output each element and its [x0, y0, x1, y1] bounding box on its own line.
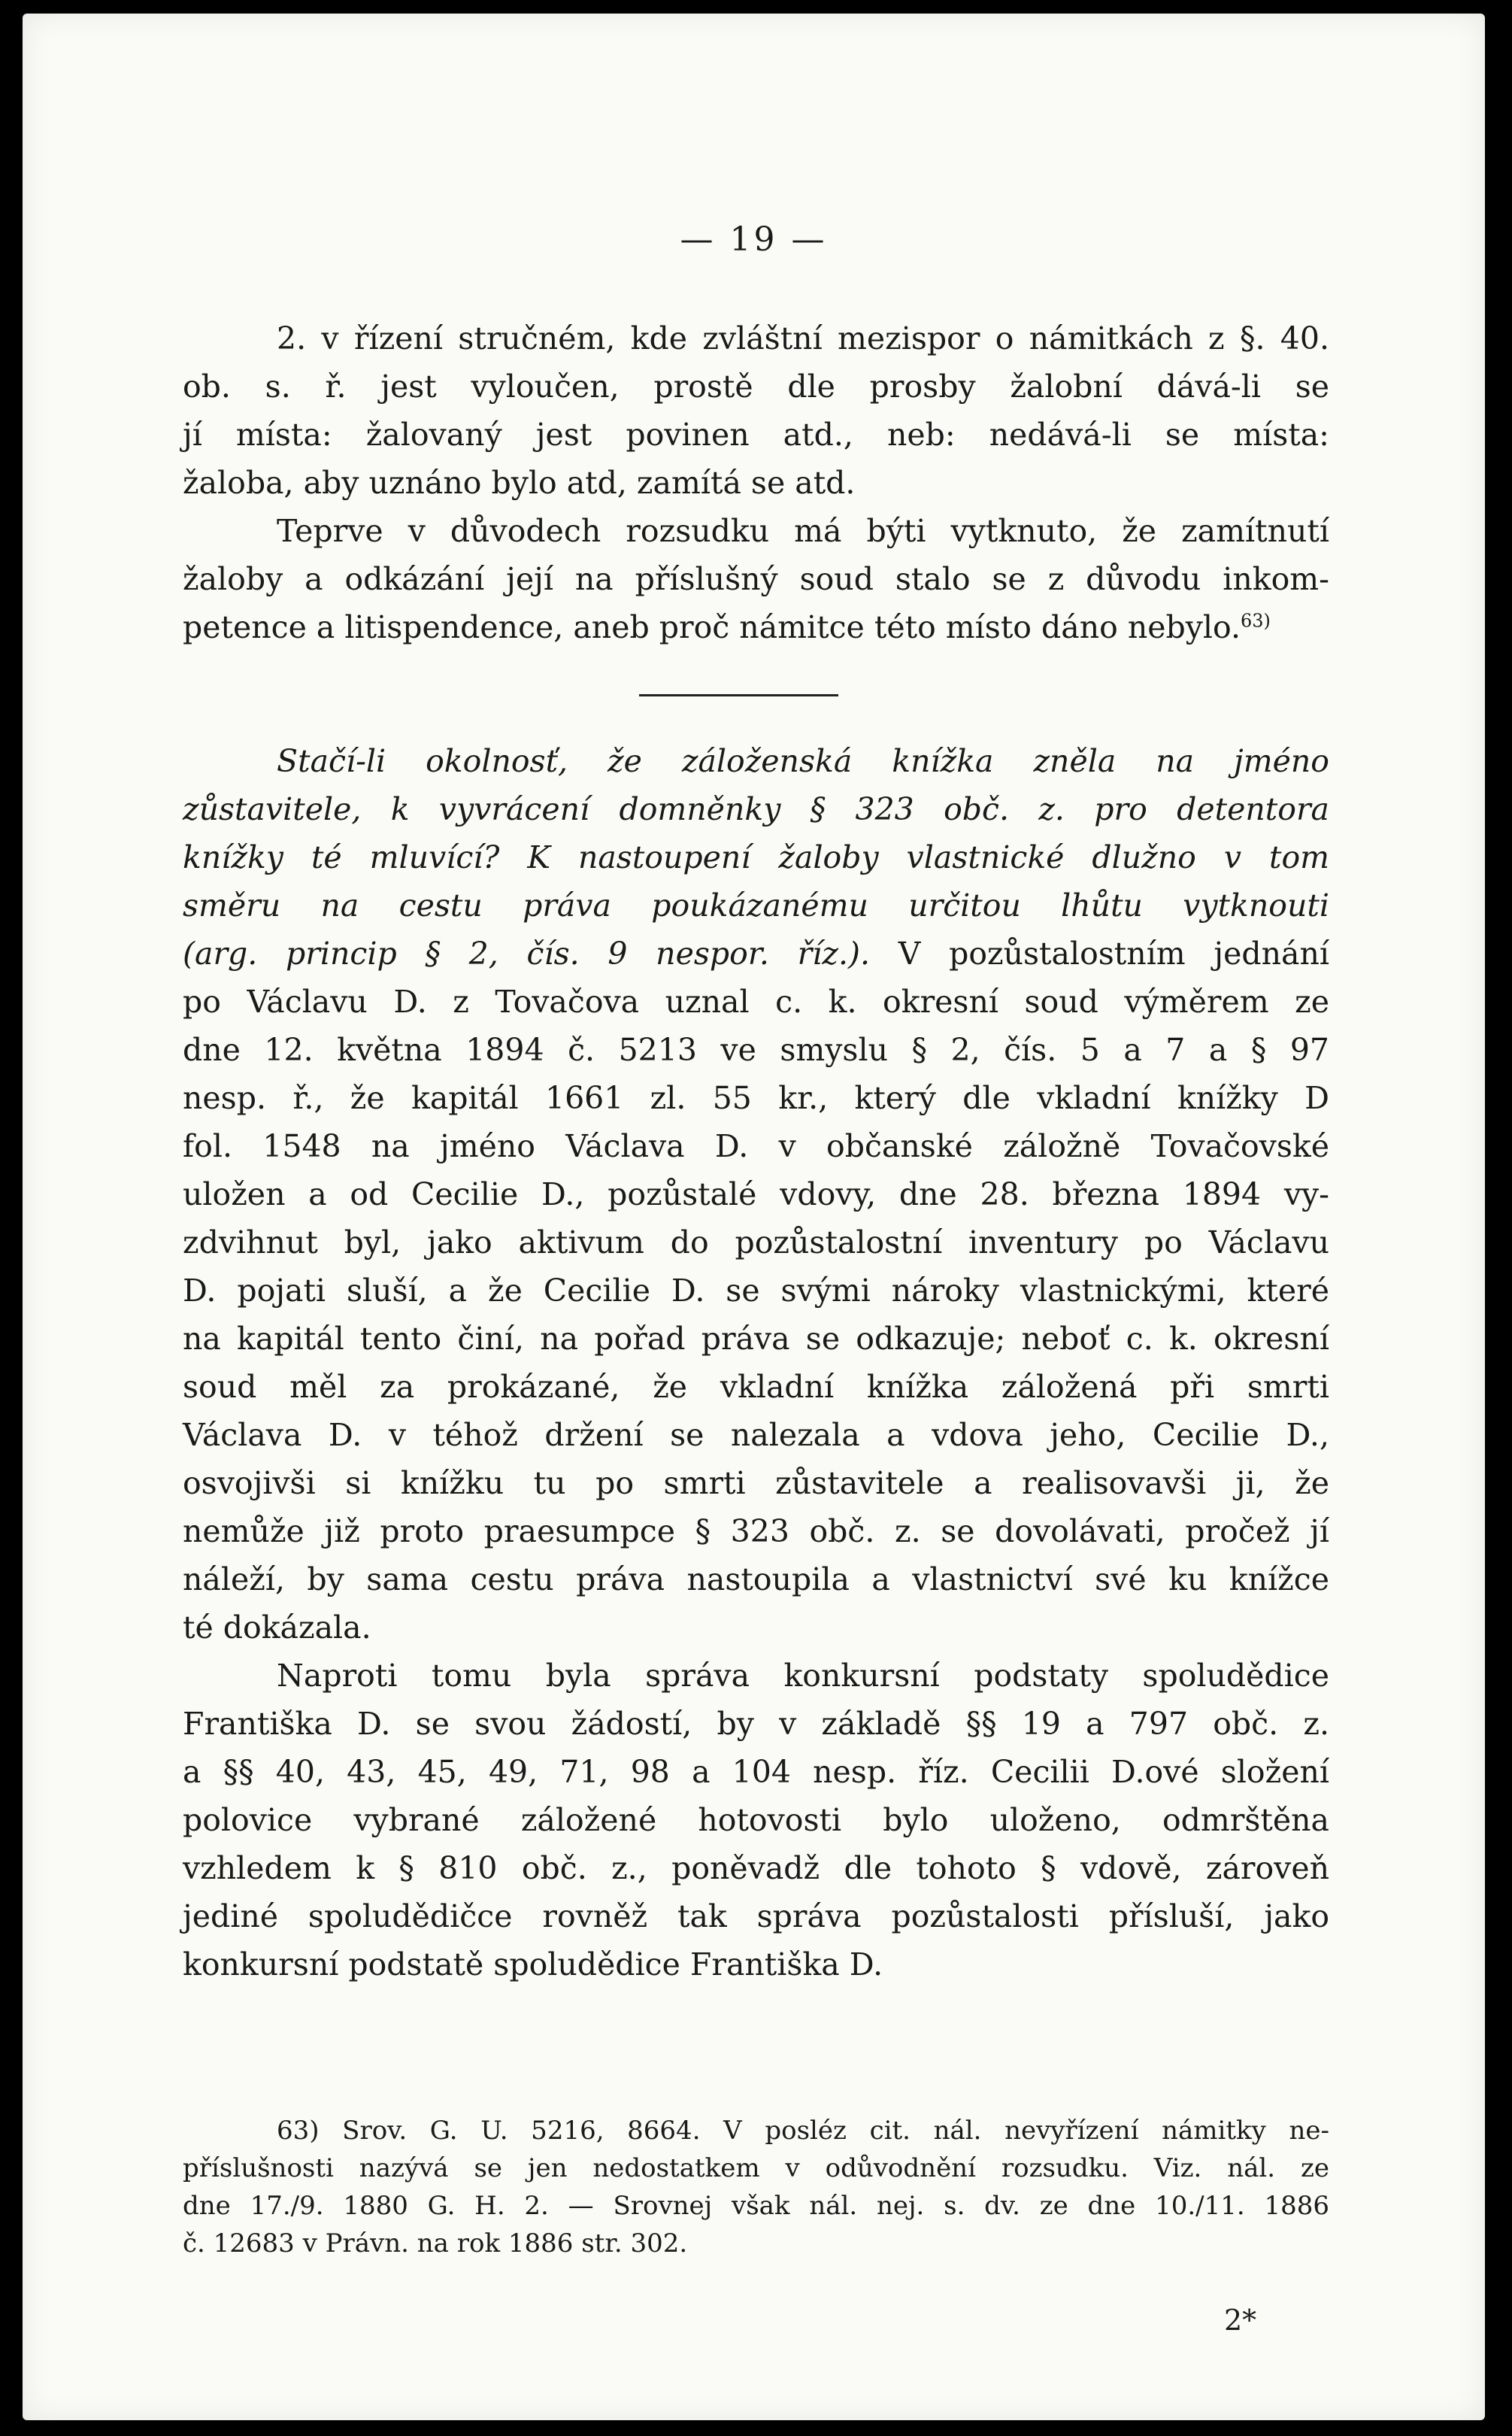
- text-line: a §§ 40, 43, 45, 49, 71, 98 a 104 nesp. říz. Cecilii D.ové složení: [183, 1754, 1329, 1790]
- citation-italic: (arg. princip § 2, čís. 9 nespor. říz.).: [183, 936, 871, 972]
- text-line: Františka D. se svou žádostí, by v základě §§ 19 a 797 obč. z.: [183, 1706, 1329, 1742]
- text-line: vzhledem k § 810 obč. z., poněvadž dle tohoto § vdově, zároveň: [183, 1850, 1329, 1886]
- footnote-line: dne 17./9. 1880 G. H. 2. — Srovnej však nál. nej. s. dv. ze dne 10./11. 1886: [183, 2191, 1329, 2221]
- text-line: ob. s. ř. jest vyloučen, prostě dle prosby žalobní dává-li se: [183, 369, 1329, 405]
- page-sheet: [23, 14, 1485, 2420]
- page-number: — 19 —: [680, 220, 828, 259]
- text-line: fol. 1548 na jméno Václava D. v občanské záložně Tovačovské: [183, 1128, 1329, 1164]
- text-line-content: V pozůstalostním jednání: [870, 936, 1329, 972]
- text-line-content: petence a litispendence, aneb proč námitce této místo dáno nebylo.: [183, 609, 1241, 645]
- text-line: polovice vybrané záložené hotovosti bylo uloženo, odmrštěna: [183, 1802, 1329, 1838]
- section-divider: [639, 694, 838, 696]
- text-line: Teprve v důvodech rozsudku má býti vytknuto, že zamítnutí: [277, 513, 1329, 549]
- text-line: [183, 603, 1329, 651]
- text-line: žaloby a odkázání její na příslušný soud stalo se z důvodu inkom-: [183, 561, 1329, 597]
- footnote-line: 63) Srov. G. U. 5216, 8664. V posléz cit. nál. nevyřízení námitky ne-: [277, 2116, 1329, 2146]
- case-question-line: Stačí-li okolnosť, že záloženská knížka zněla na jméno: [277, 743, 1329, 779]
- text-line: jí místa: žalovaný jest povinen atd., neb: nedává-li se místa:: [183, 417, 1329, 453]
- section-procedure: [183, 314, 1329, 651]
- text-line: jediné spoludědičce rovněž tak správa pozůstalosti přísluší, jako: [183, 1898, 1329, 1934]
- text-line: žaloba, aby uznáno bylo atd, zamítá se atd.: [183, 465, 856, 501]
- text-line: Václava D. v téhož držení se nalezala a vdova jeho, Cecilie D.,: [183, 1417, 1329, 1453]
- footnote-ref: 63): [1241, 610, 1271, 632]
- text-line: náleží, by sama cestu práva nastoupila a vlastnictví své ku knížce: [183, 1561, 1329, 1597]
- text-line: soud měl za prokázané, že vkladní knížka záložená při smrti: [183, 1369, 1329, 1405]
- text-line: po Václavu D. z Tovačova uznal c. k. okresní soud výměrem ze: [183, 984, 1329, 1020]
- text-line: zdvihnut byl, jako aktivum do pozůstalostní inventury po Václavu: [183, 1224, 1329, 1260]
- text-line: osvojivši si knížku tu po smrti zůstavitele a realisovavši ji, že: [183, 1465, 1329, 1501]
- text-line: nesp. ř., že kapitál 1661 zl. 55 kr., který dle vkladní knížky D: [183, 1080, 1329, 1116]
- text-line: uložen a od Cecilie D., pozůstalé vdovy, dne 28. března 1894 vy-: [183, 1176, 1329, 1212]
- text-line: konkursní podstatě spoludědice Františka D.: [183, 1946, 883, 1982]
- text-line: na kapitál tento činí, na pořad práva se odkazuje; neboť c. k. okresní: [183, 1321, 1329, 1357]
- text-line: D. pojati sluší, a že Cecilie D. se svými nároky vlastnickými, které: [183, 1273, 1329, 1309]
- case-question-line: knížky té mluvící? K nastoupení žaloby vlastnické dlužno v tom: [183, 839, 1329, 875]
- text-line: 2. v řízení stručném, kde zvláštní mezispor o námitkách z §. 40.: [277, 320, 1329, 356]
- text-line: Naproti tomu byla správa konkursní podstaty spoludědice: [277, 1658, 1329, 1694]
- case-question-line: směru na cestu práva poukázanému určitou lhůtu vytknouti: [183, 887, 1329, 924]
- footnote: [183, 2112, 1329, 2262]
- text-line: nemůže již proto praesumpce § 323 obč. z. se dovolávati, pročež jí: [183, 1513, 1329, 1549]
- text-line: [183, 930, 1329, 978]
- footnote-line: příslušnosti nazývá se jen nedostatkem v odůvodnění rozsudku. Viz. nál. ze: [183, 2153, 1329, 2183]
- text-line: té dokázala.: [183, 1609, 371, 1646]
- text-line: dne 12. května 1894 č. 5213 ve smyslu § 2, čís. 5 a 7 a § 97: [183, 1032, 1329, 1068]
- footnote-line: č. 12683 v Právn. na rok 1886 str. 302.: [183, 2228, 688, 2259]
- case-question-line: zůstavitele, k vyvrácení domněnky § 323 obč. z. pro detentora: [183, 791, 1329, 827]
- section-case: [183, 737, 1329, 1989]
- signature-mark: 2*: [1224, 2304, 1257, 2337]
